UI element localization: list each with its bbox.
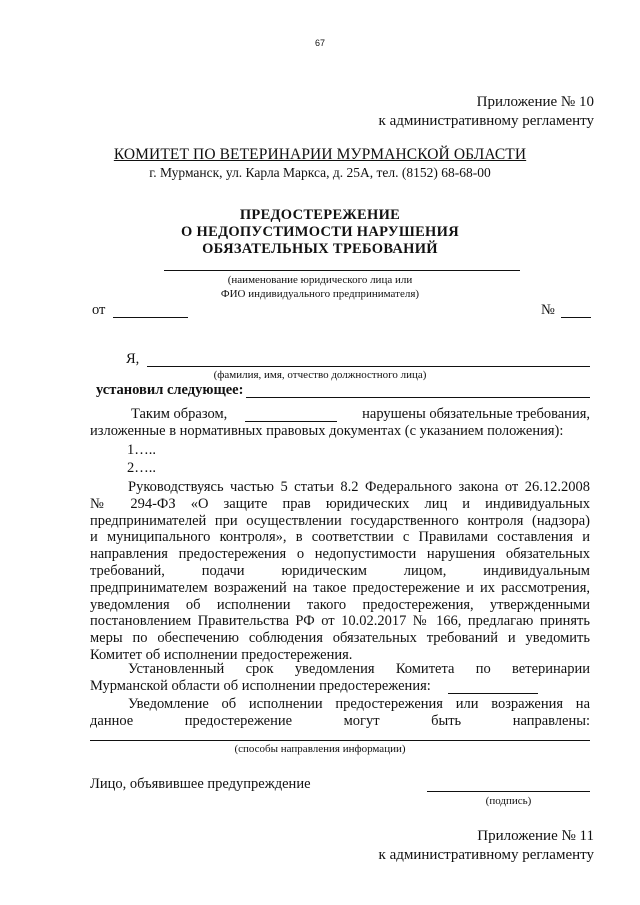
paragraph-2 xyxy=(90,479,590,664)
official-i-label: Я, xyxy=(126,351,140,367)
paragraph-2-line: № 294-ФЗ «О защите прав юридических лиц и индивидуальных xyxy=(90,495,590,512)
appendix-11-regulation: к административному регламенту xyxy=(378,847,594,863)
appendix-regulation: к административному регламенту xyxy=(378,113,594,129)
paragraph-1-line2: изложенные в нормативных правовых документах (с указанием положения): xyxy=(90,423,564,439)
paragraph-3-line1: Установленный срок уведомления Комитета по ветеринарии xyxy=(128,661,590,677)
established-line xyxy=(246,397,590,398)
paragraph-1-blank xyxy=(245,421,337,422)
paragraph-4-line1: Уведомление об исполнении предостережения или возражения на xyxy=(128,696,590,712)
paragraph-2-line: направления предостережения о недопустимости нарушения обязательных xyxy=(90,546,590,563)
official-name-line xyxy=(147,366,590,367)
recipient-line xyxy=(164,270,520,271)
paragraph-2-line: предпринимателей при осуществлении государственного контроля (надзора) xyxy=(90,512,590,529)
number-label: № xyxy=(541,302,555,318)
list-item-1: 1….. xyxy=(127,442,156,458)
organization-address: г. Мурманск, ул. Карла Маркса, д. 25А, тел. (8152) 68-68-00 xyxy=(149,165,491,180)
recipient-hint: (наименование юридического лица или xyxy=(227,274,413,286)
number-line xyxy=(561,317,591,318)
methods-line xyxy=(90,740,590,741)
paragraph-2-line: меры по обеспечению соблюдения обязательных требований и уведомить xyxy=(90,630,590,647)
paragraph-2-line: требований, подачи юридическим лицом, индивидуальным xyxy=(90,562,590,579)
document-title-line3: ОБЯЗАТЕЛЬНЫХ ТРЕБОВАНИЙ xyxy=(202,241,438,257)
paragraph-3-line2: Мурманской области об исполнении предостережения: xyxy=(90,678,431,694)
page-number: 67 xyxy=(314,38,325,48)
paragraph-2-line: постановлением Правительства РФ от 10.02.2017 № 166, предлагаю принять xyxy=(90,613,590,630)
date-from-label: от xyxy=(92,302,106,318)
signature-hint: (подпись) xyxy=(485,795,532,807)
appendix-number: Приложение № 10 xyxy=(476,94,594,110)
paragraph-2-line: и муниципального контроля», в соответствии с Правилами составления и xyxy=(90,529,590,546)
list-item-2: 2….. xyxy=(127,460,156,476)
organization-name: КОМИТЕТ ПО ВЕТЕРИНАРИИ МУРМАНСКОЙ ОБЛАСТИ xyxy=(113,146,527,163)
methods-hint: (способы направления информации) xyxy=(234,743,406,755)
date-line xyxy=(113,317,188,318)
established-label: установил следующее: xyxy=(96,382,244,398)
recipient-hint-line2: ФИО индивидуального предпринимателя) xyxy=(220,288,420,300)
paragraph-2-line: уведомления об исполнении такого предостережения, утвержденными xyxy=(90,596,590,613)
signature-line xyxy=(427,791,590,792)
document-title: ПРЕДОСТЕРЕЖЕНИЕ xyxy=(239,207,401,223)
signature-label: Лицо, объявившее предупреждение xyxy=(90,776,311,792)
paragraph-1-start: Таким образом, xyxy=(131,406,228,422)
deadline-line xyxy=(448,693,538,694)
paragraph-1-end: нарушены обязательные требования, xyxy=(362,406,590,422)
paragraph-2-line: предпринимателем возражений на такое предостережение и их рассмотрения, xyxy=(90,579,590,596)
paragraph-2-line: Руководствуясь частью 5 статьи 8.2 Федерального закона от 26.12.2008 xyxy=(128,479,590,495)
document-title-line2: О НЕДОПУСТИМОСТИ НАРУШЕНИЯ xyxy=(181,224,459,240)
paragraph-4-line2: данное предостережение могут быть направлены: xyxy=(90,713,590,729)
paragraph-2-line: Комитет об исполнении предостережения. xyxy=(90,646,353,663)
appendix-11-number: Приложение № 11 xyxy=(477,828,594,844)
official-name-hint: (фамилия, имя, отчество должностного лица) xyxy=(213,369,427,381)
